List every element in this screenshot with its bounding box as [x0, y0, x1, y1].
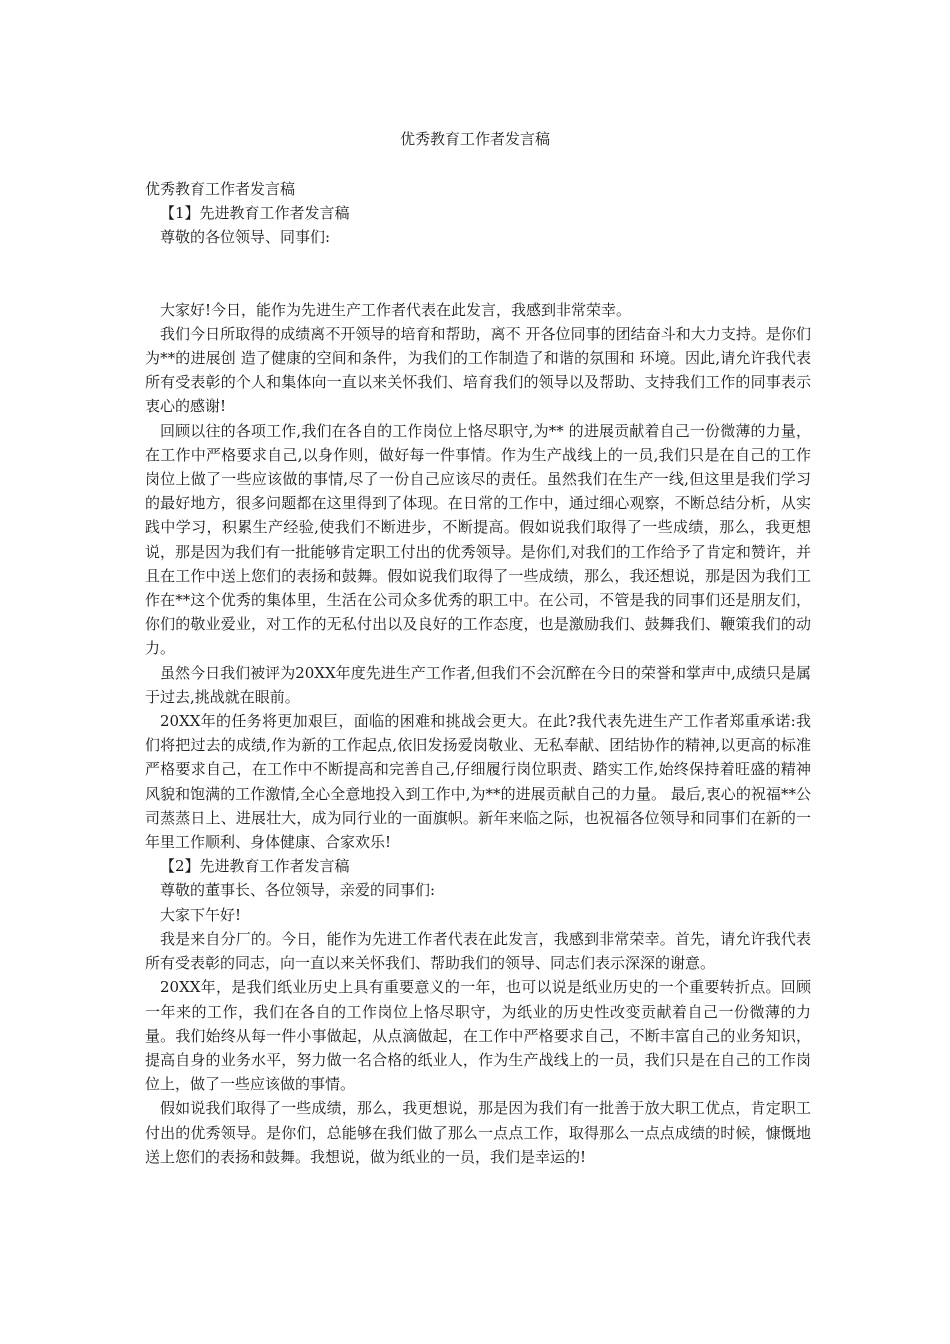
blank-space: [145, 250, 811, 298]
section-2-paragraph: 20XX年，是我们纸业历史上具有重要意义的一年，也可以说是纸业历史的一个重要转折点。回顾一年来的工作，我们在各自的工作岗位上恪尽职守，为纸业的历史性改变贡献着自己一份微薄的力量。我们始终从每一件小事做起，从点滴做起，在工作中严格要求自己，不断丰富自己的业务知识，提高自身的业务水平，努力做一名合格的纸业人，作为生产战线上的一员，我们只是在自己的工作岗位上，做了一些应该做的事情。: [145, 978, 811, 1094]
document-heading: 优秀教育工作者发言稿: [145, 180, 296, 198]
section-2-greeting: 大家下午好!: [160, 905, 242, 924]
section-2-title: 【2】先进教育工作者发言稿: [160, 857, 350, 876]
section-1-title: 【1】先进教育工作者发言稿: [160, 204, 350, 223]
section-1-salutation: 尊敬的各位领导、同事们:: [160, 228, 331, 247]
document-title: 优秀教育工作者发言稿: [399, 130, 550, 148]
section-2-paragraph: 假如说我们取得了一些成绩，那么，我更想说，那是因为我们有一批善于放大职工优点，肯定职工付出的优秀领导。是你们，总能够在我们做了那么一点点工作，取得那么一点点成绩的时候，慷慨地送上您们的表扬和鼓舞。我想说，做为纸业的一员，我们是幸运的!: [145, 1099, 811, 1166]
section-1-paragraph: 20XX年的任务将更加艰巨，面临的困难和挑战会更大。在此?我代表先进生产工作者郑重承诺:我们将把过去的成绩,作为新的工作起点,依旧发扬爱岗敬业、无私奉献、团结协作的精神,以更高的标准严格要求自己，在工作中不断提高和完善自己,仔细履行岗位职责、踏实工作,始终保持着旺盛的精神风貌和饱满的工作激情,全心全意地投入到工作中,为**的进展贡献自己的力量。 最后,衷心的祝福**公司蒸蒸日上、进展壮大，成为同行业的一面旗帜。新年来临之际，也祝福各位领导和同事们在新的一年里工作顺利、身体健康、合家欢乐!: [145, 712, 811, 852]
document-body: [145, 177, 811, 1169]
section-2-paragraph: 我是来自分厂的。今日，能作为先进工作者代表在此发言，我感到非常荣幸。首先，请允许我代表所有受表彰的同志，向一直以来关怀我们、帮助我们的领导、同志们表示深深的谢意。: [145, 929, 811, 973]
section-1-paragraph: 我们今日所取得的成绩离不开领导的培育和帮助，离不 开各位同事的团结奋斗和大力支持。是你们为**的进展创 造了健康的空间和条件，为我们的工作制造了和谐的氛围和 环境。因此,请允许我代表所有受表彰的个人和集体向一直以来关怀我们、培育我们的领导以及帮助、支持我们工作的同事表示衷心的感谢!: [145, 324, 811, 416]
section-1-paragraph: 大家好!今日，能作为先进生产工作者代表在此发言，我感到非常荣幸。: [160, 300, 632, 319]
section-1-paragraph: 虽然今日我们被评为20XX年度先进生产工作者,但我们不会沉醉在今日的荣誉和掌声中,成绩只是属于过去,挑战就在眼前。: [145, 663, 811, 706]
section-1-paragraph: 回顾以往的各项工作,我们在各自的工作岗位上恪尽职守,为** 的进展贡献着自己一份微薄的力量，在工作中严格要求自己,以身作则，做好每一件事情。作为生产战线上的一员,我们只是在自己的工作岗位上做了一些应该做的事情,尽了一份自己应该尽的责任。虽然我们在生产一线,但这里是我们学习的最好地方，很多问题都在这里得到了体现。在日常的工作中，通过细心观察，不断总结分析，从实践中学习，积累生产经验,使我们不断进步，不断提高。假如说我们取得了一些成绩，那么，我更想说，那是因为我们有一批能够肯定职工付出的优秀领导。是你们,对我们的工作给予了肯定和赞许，并且在工作中送上您们的表扬和鼓舞。假如说我们取得了一些成绩，那么，我还想说，那是因为我们工作在**这个优秀的集体里，生活在公司众多优秀的职工中。在公司，不管是我的同事们还是朋友们，你们的敬业爱业，对工作的无私付出以及良好的工作态度，也是激励我们、鼓舞我们、鞭策我们的动力。: [145, 421, 811, 658]
section-2-salutation: 尊敬的董事长、各位领导，亲爱的同事们:: [160, 881, 436, 900]
